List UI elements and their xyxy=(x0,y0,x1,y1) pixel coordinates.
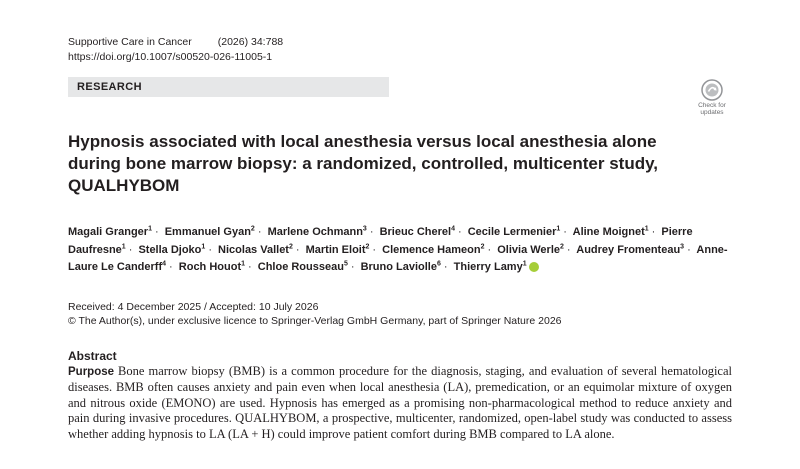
author-separator: · xyxy=(169,261,173,273)
author-name[interactable] xyxy=(497,244,564,256)
author-name[interactable] xyxy=(179,261,245,273)
author-affiliation-number: 6 xyxy=(436,260,441,268)
author-name-text[interactable]: Chloe Rousseau xyxy=(257,261,344,273)
author-separator: · xyxy=(248,261,252,273)
author-name[interactable] xyxy=(576,244,684,256)
author-name[interactable] xyxy=(218,244,293,256)
author-name-text[interactable]: Pierre Daufresne xyxy=(68,226,693,256)
author-name-text[interactable]: Magali Granger xyxy=(68,226,149,238)
author-separator: · xyxy=(372,243,377,256)
author-separator: · xyxy=(443,261,448,273)
journal-volume: (2026) 34:788 xyxy=(217,36,284,48)
author-name[interactable] xyxy=(382,244,484,256)
author-affiliation-number: 1 xyxy=(121,242,126,250)
check-for-updates-label: Check for updates xyxy=(698,102,726,116)
doi-link[interactable]: https://doi.org/10.1007/s00520-026-11005-1 xyxy=(68,51,273,63)
author-name-text[interactable]: Brieuc Cherel xyxy=(379,226,452,238)
author-name[interactable] xyxy=(468,226,561,238)
author-affiliation-number: 1 xyxy=(644,225,649,233)
author-name-text[interactable]: Marlene Ochmann xyxy=(267,226,363,238)
author-separator: · xyxy=(369,226,374,238)
purpose-text: Bone marrow biopsy (BMB) is a common procedure for the diagnosis, staging, and evaluation of several hematological diseases. BMB often causes anxiety and pain even when local anesthesia (LA), premedication, or an equimolar mixture of oxygen and nitrous oxide (EMONO) are used. Hypnosis has emerged as a promising non-pharmacological method to reduce anxiety and pain during invasive procedures. QUALHYBOM, a prospective, multicenter, randomized, open-label study was conducted to assess whether adding hypnosis to LA (LA + H) could improve patient comfort during BMB compared to LA alone. xyxy=(68,364,732,441)
author-affiliation-number: 4 xyxy=(162,260,167,268)
journal-citation xyxy=(68,36,283,48)
abstract-heading: Abstract xyxy=(68,349,117,363)
author-affiliation-number: 2 xyxy=(250,225,255,233)
author-separator: · xyxy=(687,243,691,256)
author-name[interactable] xyxy=(268,226,367,238)
purpose-label: Purpose xyxy=(68,366,115,378)
author-name[interactable] xyxy=(138,244,205,256)
received-accepted-dates: Received: 4 December 2025 / Accepted: 10 July 2026 xyxy=(68,301,319,313)
article-title: Hypnosis associated with local anesthesia versus local anesthesia alone during bone marrow biopsy: a randomized, controlled, multicenter study, QUALHYBOM xyxy=(68,132,659,195)
author-name[interactable] xyxy=(68,226,152,238)
author-affiliation-number: 1 xyxy=(201,242,206,250)
check-for-updates-icon xyxy=(701,79,723,101)
author-name-text[interactable]: Stella Djoko xyxy=(138,243,202,256)
author-name[interactable] xyxy=(258,261,348,273)
author-name[interactable] xyxy=(306,244,370,256)
author-affiliation-number: 5 xyxy=(343,260,348,268)
author-name-text[interactable]: Anne-Laure Le Canderff xyxy=(68,243,728,273)
journal-name: Supportive Care in Cancer xyxy=(68,36,192,48)
author-separator: · xyxy=(563,226,567,238)
author-separator: · xyxy=(487,243,492,256)
author-name-text[interactable]: Martin Eloit xyxy=(305,243,366,256)
author-separator: · xyxy=(651,226,656,238)
author-separator: · xyxy=(208,243,212,256)
author-affiliation-number: 2 xyxy=(365,242,370,250)
author-separator: · xyxy=(458,226,462,238)
author-affiliation-number: 2 xyxy=(560,242,564,250)
author-affiliation-number: 3 xyxy=(680,242,685,250)
author-name-text[interactable]: Aline Moignet xyxy=(572,226,645,238)
author-name-text[interactable]: Thierry Lamy xyxy=(453,261,523,273)
author-name[interactable] xyxy=(165,226,255,238)
author-affiliation-number: 2 xyxy=(480,242,485,250)
author-name-text[interactable]: Cecile Lermenier xyxy=(467,226,557,238)
author-affiliation-number: 4 xyxy=(451,225,455,233)
orcid-icon[interactable] xyxy=(529,262,539,272)
author-separator: · xyxy=(128,243,133,256)
author-separator: · xyxy=(566,243,571,256)
author-separator: · xyxy=(154,226,159,238)
check-for-updates-badge[interactable] xyxy=(692,79,732,119)
author-name[interactable] xyxy=(573,226,649,238)
author-name[interactable] xyxy=(361,261,441,273)
author-list xyxy=(68,224,728,277)
author-name[interactable] xyxy=(380,226,455,238)
author-name-text[interactable]: Emmanuel Gyan xyxy=(164,226,251,238)
author-affiliation-number: 1 xyxy=(522,260,527,268)
copyright-notice: © The Author(s), under exclusive licence to Springer-Verlag GmbH Germany, part of Springer Nature 2026 xyxy=(68,315,562,327)
author-name-text[interactable]: Roch Houot xyxy=(178,261,242,273)
author-affiliation-number: 3 xyxy=(362,225,367,233)
author-name-text[interactable]: Olivia Werle xyxy=(497,243,561,256)
author-separator: · xyxy=(257,226,262,238)
author-name-text[interactable]: Clemence Hameon xyxy=(382,243,481,256)
abstract-purpose xyxy=(68,364,732,442)
author-separator: · xyxy=(350,261,355,273)
author-affiliation-number: 1 xyxy=(241,260,246,268)
author-affiliation-number: 1 xyxy=(148,225,152,233)
author-name-text[interactable]: Audrey Fromenteau xyxy=(576,243,681,256)
author-name-text[interactable]: Bruno Laviolle xyxy=(360,261,437,273)
section-label: RESEARCH xyxy=(68,77,389,97)
author-affiliation-number: 2 xyxy=(288,242,293,250)
author-name[interactable] xyxy=(454,261,539,273)
author-separator: · xyxy=(295,243,300,256)
author-affiliation-number: 1 xyxy=(556,225,561,233)
author-name-text[interactable]: Nicolas Vallet xyxy=(218,243,289,256)
